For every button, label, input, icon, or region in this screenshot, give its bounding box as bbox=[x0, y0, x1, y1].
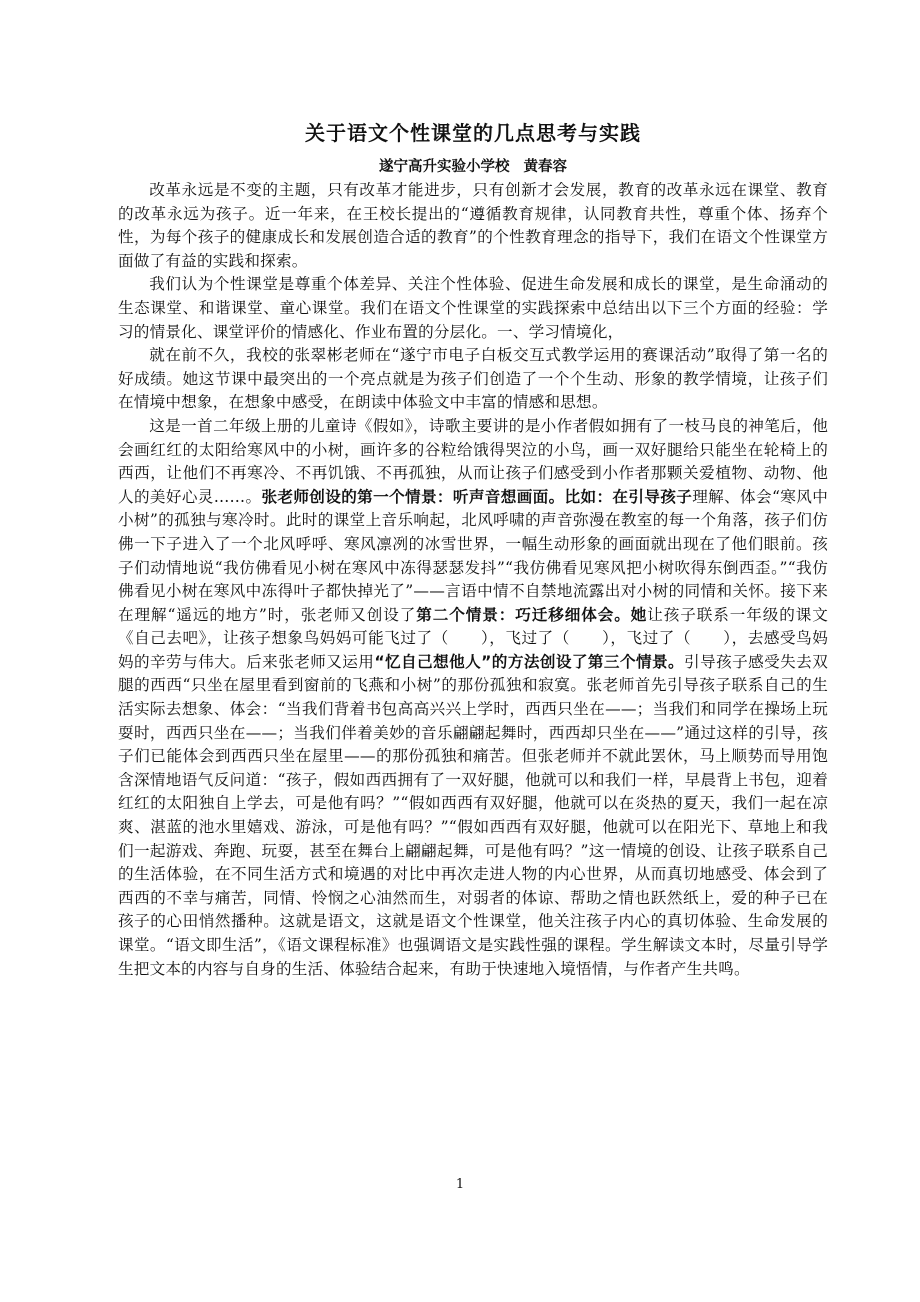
paragraph bbox=[118, 344, 828, 415]
school-name: 遂宁高升实验小学校 bbox=[379, 159, 510, 175]
text-run: 我们认为个性课堂是尊重个体差异、关注个性体验、促进生命发展和成长的课堂，是生命涌动的生态课堂、和谐课堂、童心课堂。我们在语文个性课堂的实践探索中总结出以下三个方面的经验：学习的情景化、课堂评价的情感化、作业布置的分层化。一、学习情境化， bbox=[118, 275, 828, 341]
bold-text: 张老师创设的第一个情景：听声音想画面。比如：在引导孩子 bbox=[261, 487, 693, 506]
body-text bbox=[118, 179, 828, 981]
author-line bbox=[118, 156, 828, 178]
author-name: 黄春容 bbox=[523, 159, 567, 175]
text-run: 就在前不久，我校的张翠彬老师在“遂宁市电子白板交互式教学运用的赛课活动”取得了第一名的好成绩。她这节课中最突出的一个亮点就是为孩子们创造了一个个生动、形象的教学情境，让孩子们在情境中想象，在想象中感受，在朗读中体验文中丰富的情感和思想。 bbox=[118, 346, 828, 412]
paragraph bbox=[118, 415, 828, 981]
text-run: 改革永远是不变的主题，只有改革才能进步，只有创新才会发展，教育的改革永远在课堂、教育的改革永远为孩子。近一年来，在王校长提出的“遵循教育规律，认同教育共性，尊重个体、扬弃个性，为每个孩子的健康成长和发展创造合适的教育”的个性教育理念的指导下，我们在语文个性课堂方面做了有益的实践和探索。 bbox=[118, 181, 828, 270]
text-run: 理解、体会“寒风中小树”的孤独与寒冷时。此时的课堂上音乐响起，北风呼啸的声音弥漫在教室的每一个角落，孩子们仿佛一下子进入了一个北风呼呼、寒风凛冽的冰雪世界，一幅生动形象的画面就出现在了他们眼前。孩子们动情地说“我仿佛看见小树在寒风中冻得瑟瑟发抖”“我仿佛看见寒风把小树吹得东倒西歪。”“我仿佛看见小树在寒风中冻得叶子都快掉光了”——言语中情不自禁地流露出对小树的同情和关怀。接下来在理解“遥远的地方”时，张老师又创设了 bbox=[118, 487, 828, 624]
paragraph bbox=[118, 273, 828, 344]
text-run: 这是一首二年级上册的儿童诗《假如》，诗歌主要讲的是小作者假如拥有了一枝马良的神笔后，他会画红红的太阳给寒风中的小树，画许多的谷粒给饿得哭泣的小鸟，画一双好腿给只能坐在轮椅上的西西，让他们不再寒冷、不再饥饿、不再孤独，从而让孩子们感受到小作者那颗关爱植物、动物、他人的美好心灵……。 bbox=[118, 416, 828, 506]
paragraph bbox=[118, 179, 828, 273]
document-page bbox=[118, 118, 828, 981]
document-title: 关于语文个性课堂的几点思考与实践 bbox=[305, 121, 641, 145]
text-run: 让孩子联系一年级的课文《自己去吧》，让孩子想象鸟妈妈可能飞过了（ ），飞过了（ ），飞过了（ ），去感受鸟妈妈的辛劳与伟大。后来张老师又运用 bbox=[118, 605, 828, 671]
bold-text: 第二个情景：巧迁移细体会。她 bbox=[416, 605, 648, 624]
bold-text: “忆自己想他人”的方法创设了第三个情景。 bbox=[374, 652, 685, 671]
page-number: 1 bbox=[455, 1177, 465, 1192]
text-run: 引导孩子感受失去双腿的西西“只坐在屋里看到窗前的飞燕和小树”的那份孤独和寂寞。张老师首先引导孩子联系自己的生活实际去想象、体会：“当我们背着书包高高兴兴上学时，西西只坐在——；当我们和同学在操场上玩耍时，西西只坐在——；当我们伴着美妙的音乐翩翩起舞时，西西却只坐在——”通过这样的引导，孩子们已能体会到西西只坐在屋里——的那份孤独和痛苦。但张老师并不就此罢休，马上顺势而导用饱含深情地语气反问道：“孩子，假如西西拥有了一双好腿，他就可以和我们一样，早晨背上书包，迎着红红的太阳独自上学去，可是他有吗？”“假如西西有双好腿，他就可以在炎热的夏天，我们一起在凉爽、湛蓝的池水里嬉戏、游泳，可是他有吗？”“假如西西有双好腿，他就可以在阳光下、草地上和我们一起游戏、奔跑、玩耍，甚至在舞台上翩翩起舞，可是他有吗？”这一情境的创设、让孩子联系自己的生活体验，在不同生活方式和境遇的对比中再次走进人物的内心世界，从而真切地感受、体会到了西西的不幸与痛苦，同情、怜悯之心油然而生，对弱者的体谅、帮助之情也跃然纸上，爱的种子已在孩子的心田悄然播种。这就是语文，这就是语文个性课堂，他关注孩子内心的真切体验、生命发展的课堂。“语文即生活”，《语文课程标准》也强调语文是实践性强的课程。学生解读文本时，尽量引导学生把文本的内容与自身的生活、体验结合起来，有助于快速地入境悟情，与作者产生共鸣。 bbox=[118, 652, 829, 978]
